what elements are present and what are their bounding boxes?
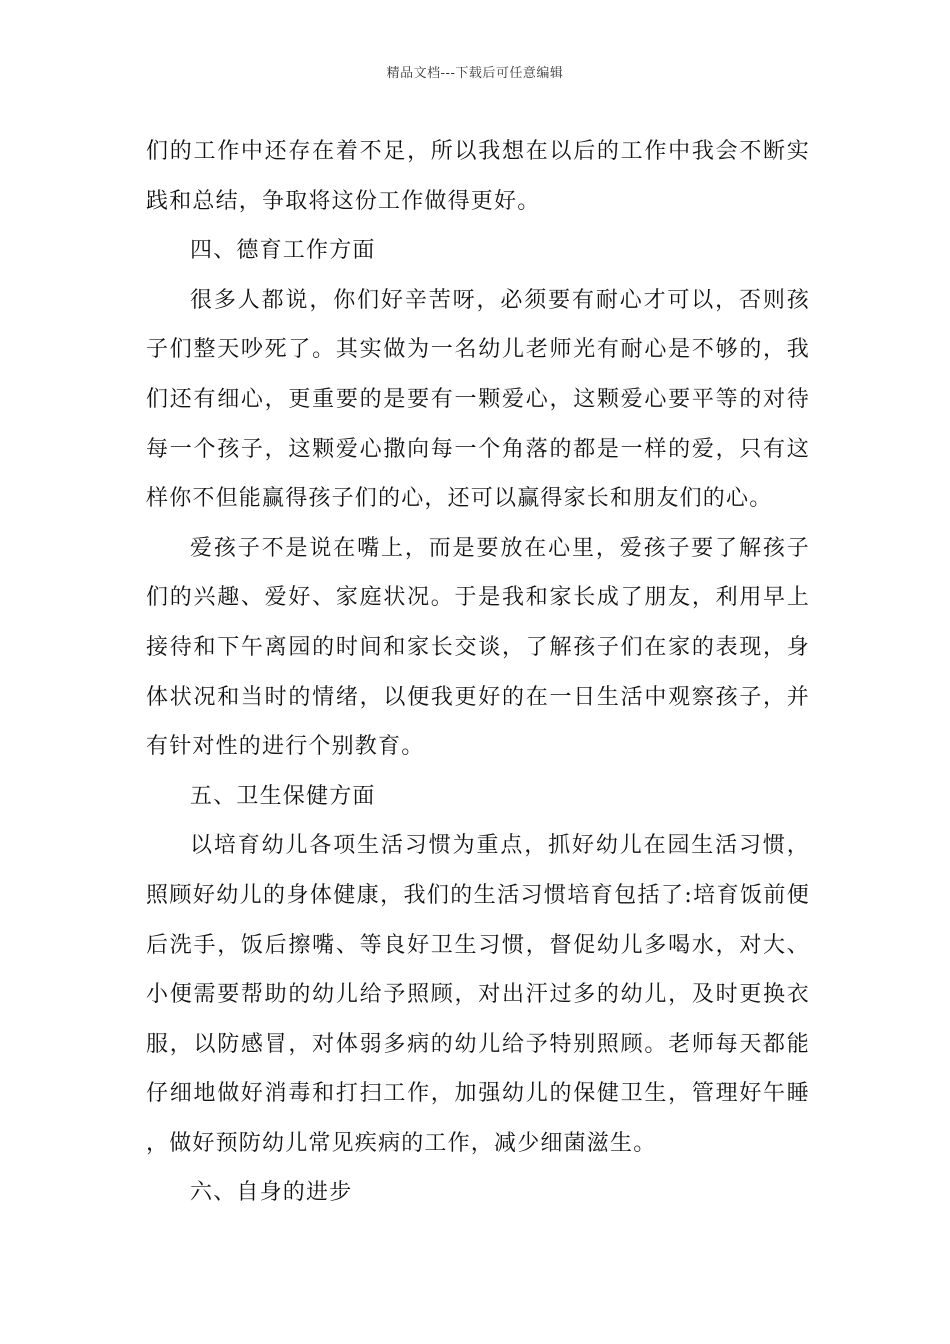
paragraph-understand-children: 爱孩子不是说在嘴上，而是要放在心里，爱孩子要了解孩子们的兴趣、爱好、家庭状况。于是我和家长成了朋友，利用早上接待和下午离园的时间和家长交谈，了解孩子们在家的表现，身体状况和当时的情绪，以便我更好的在一日生活中观察孩子，并有针对性的进行个别教育。 — [146, 535, 810, 760]
paragraph-patience-love: 很多人都说，你们好辛苦呀，必须要有耐心才可以，否则孩子们整天吵死了。其实做为一名幼儿老师光有耐心是不够的，我们还有细心，更重要的是要有一颗爱心，这颗爱心要平等的对待每一个孩子，这颗爱心撒向每一个角落的都是一样的爱，只有这样你不但能赢得孩子们的心，还可以赢得家长和朋友们的心。 — [146, 287, 810, 512]
page-header: 精品文档---下载后可任意编辑 — [386, 66, 564, 81]
paragraph-living-habits: 以培育幼儿各项生活习惯为重点，抓好幼儿在园生活习惯，照顾好幼儿的身体健康，我们的生活习惯培育包括了:培育饭前便后洗手，饭后擦嘴、等良好卫生习惯，督促幼儿多喝水，对大、小便需要帮助的幼儿给予照顾，对出汗过多的幼儿，及时更换衣服，以防感冒，对体弱多病的幼儿给予特别照顾。老师每天都能仔细地做好消毒和打扫工作，加强幼儿的保健卫生，管理好午睡，做好预防幼儿常见疾病的工作，减少细菌滋生。 — [146, 833, 810, 1156]
section-heading-moral-education: 四、德育工作方面 — [190, 238, 376, 264]
document-body — [146, 127, 810, 1218]
paragraph-continuation: 们的工作中还存在着不足，所以我想在以后的工作中我会不断实践和总结，争取将这份工作做得更好。 — [146, 139, 810, 214]
section-heading-health-care: 五、卫生保健方面 — [190, 783, 376, 809]
section-heading-self-progress: 六、自身的进步 — [190, 1180, 353, 1206]
